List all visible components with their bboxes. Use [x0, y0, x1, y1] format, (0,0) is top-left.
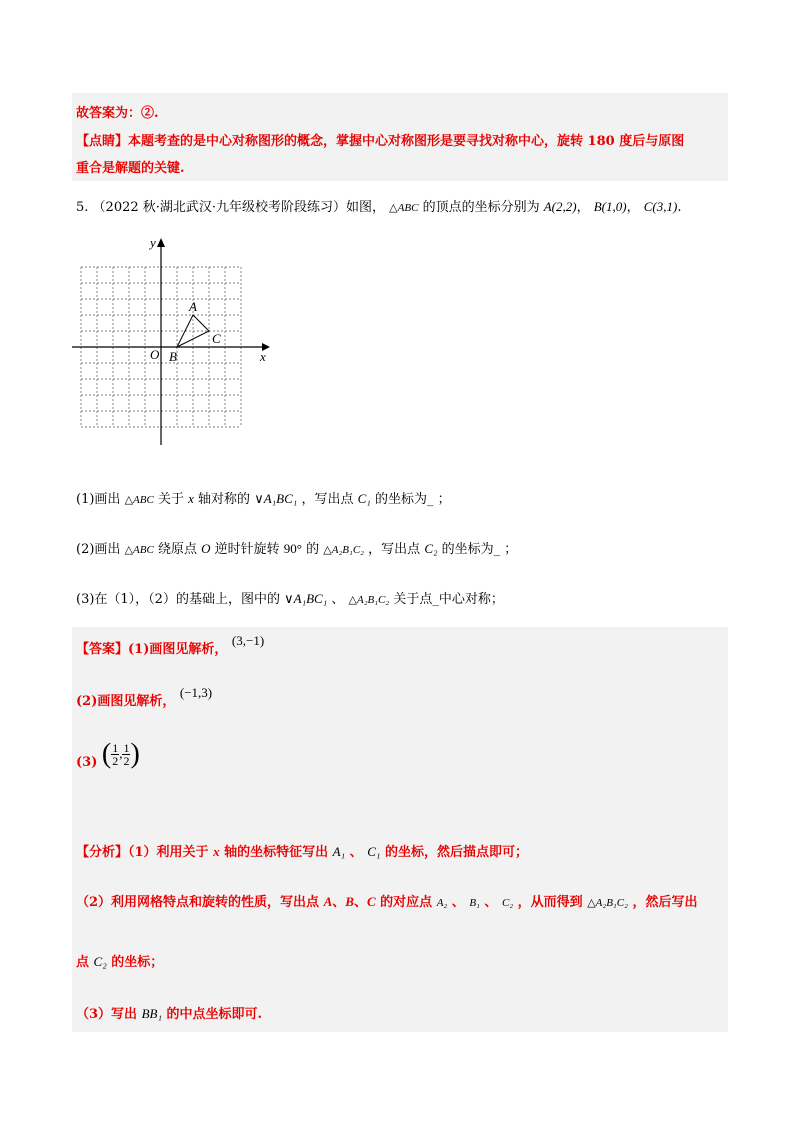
- solution-box-bottom: [72, 627, 728, 1032]
- point-text-1: 本题考查的是中心对称图形的概念，掌握中心对称图形是要寻找对称中心，旋转 180 度后与原图: [128, 134, 685, 149]
- fraction-den-1: 2: [112, 754, 119, 768]
- analysis-2-a2: A₂: [436, 897, 448, 909]
- analysis-2-b: 的对应点: [380, 895, 433, 910]
- analysis-2: [76, 893, 697, 912]
- part-1-c: 轴对称的: [198, 492, 251, 507]
- answer-line: 故答案为：②.: [76, 106, 159, 121]
- analysis-2-sep-4: 、: [484, 895, 498, 910]
- coordinate-figure: [70, 230, 280, 455]
- part-2-degree: 90°: [283, 541, 302, 556]
- question-source: （2022 秋·湖北武汉·九年级校考阶段练习）如图，: [92, 200, 386, 215]
- point-label: 【点睛】: [76, 134, 129, 149]
- comma-1: ，: [576, 200, 590, 215]
- part-2-b: 绕原点: [157, 542, 197, 557]
- answer-2-value: (−1,3): [179, 685, 213, 700]
- part-2-a: (2)画出: [76, 542, 121, 557]
- fraction-num-2: 1: [123, 741, 130, 755]
- part-1-x: x: [188, 491, 194, 506]
- part-2-e: ，写出点: [368, 542, 421, 557]
- analysis-2-point-a: A: [323, 894, 333, 909]
- part-2-origin: O: [201, 541, 211, 556]
- part-3: [76, 590, 504, 609]
- part-3-sep: 、: [331, 592, 345, 607]
- analysis-2-point-b: B: [345, 894, 354, 909]
- analysis-4-bb1: BB₁: [141, 1006, 162, 1021]
- analysis-4-b: 的中点坐标即可.: [166, 1007, 263, 1022]
- vertex-a-label: A: [189, 299, 197, 314]
- answer-2-text: (2)画图见解析，: [76, 694, 176, 709]
- analysis-1-a: （1）利用关于: [128, 845, 209, 860]
- analysis-3-b: 的坐标；: [111, 955, 164, 970]
- analysis-3: [76, 953, 163, 972]
- x-axis-label: x: [260, 349, 266, 364]
- analysis-1-c: 的坐标，然后描点即可；: [384, 845, 528, 860]
- vertex-b-label: B: [169, 349, 177, 364]
- part-3-triangle-a2b1c2: △A₂B₁C₂: [348, 594, 390, 606]
- analysis-2-b1: B₁: [469, 897, 480, 909]
- part-1-e: 的坐标为_ ；: [374, 492, 451, 507]
- point-text-line-1: [76, 133, 684, 151]
- analysis-1-b: 轴的坐标特征写出: [224, 845, 329, 860]
- part-3-a: (3)在（1），（2）的基础上，图中的: [76, 592, 280, 607]
- triangle-abc: △ABC: [389, 202, 419, 214]
- analysis-label: 【分析】: [76, 845, 129, 860]
- part-2: [76, 540, 517, 559]
- analysis-1-x: x: [213, 844, 220, 859]
- analysis-2-sep-2: 、: [353, 895, 367, 910]
- analysis-2-a: （2）利用网格特点和旋转的性质，写出点: [76, 895, 320, 910]
- analysis-4-a: （3）写出: [76, 1007, 138, 1022]
- analysis-1-sep: 、: [349, 845, 363, 860]
- analysis-3-a: 点: [76, 955, 90, 970]
- analysis-2-c: ，从而得到: [517, 895, 583, 910]
- analysis-1-a1: A₁: [332, 844, 346, 859]
- analysis-2-triangle: △A₂B₁C₂: [587, 897, 628, 909]
- answer-1-text: (1)画图见解析，: [128, 642, 228, 657]
- part-1-a: (1)画出: [76, 492, 121, 507]
- part-2-c: 逆时针旋转: [214, 542, 280, 557]
- fraction-num-1: 1: [112, 741, 119, 755]
- part-1: [76, 490, 451, 509]
- analysis-1-c1: C₁: [367, 844, 381, 859]
- comma-2: ，: [626, 200, 640, 215]
- part-2-d: 的: [306, 542, 320, 557]
- point-b-coord: B(1,0): [593, 199, 627, 214]
- question-end: .: [677, 200, 682, 215]
- analysis-3-c2: C₂: [93, 954, 107, 969]
- part-2-f: 的坐标为_ ；: [441, 542, 518, 557]
- part-1-d: ，写出点: [301, 492, 354, 507]
- part-1-b: 关于: [157, 492, 184, 507]
- vertex-c-label: C: [212, 331, 221, 346]
- question-mid: 的顶点的坐标分别为: [422, 200, 540, 215]
- analysis-2-sep-1: 、: [332, 895, 346, 910]
- point-text-line-2: 重合是解题的关键.: [76, 161, 185, 176]
- part-3-triangle-a1bc1: ∨A₁BC₁: [284, 591, 328, 606]
- point-c-coord: C(3,1): [643, 199, 678, 214]
- fraction-den-2: 2: [123, 754, 130, 768]
- answer-2: [76, 685, 213, 711]
- answer-1-value: (3,−1): [231, 633, 265, 648]
- analysis-2-d: ，然后写出: [632, 895, 698, 910]
- answer-3-value: ( $\frac{1}{2}$ , $\frac{1}{2}$ ): [101, 738, 140, 770]
- point-a-coord: A(2,2): [543, 199, 577, 214]
- answer-3-text: (3): [76, 755, 98, 770]
- part-2-point-c2: C₂: [424, 541, 438, 556]
- part-3-b: 关于点_中心对称；: [393, 592, 504, 607]
- analysis-2-c2: C₂: [501, 897, 514, 909]
- answer-3: [76, 738, 140, 771]
- part-1-point-c1: C₁: [357, 491, 371, 506]
- analysis-1: [76, 843, 528, 862]
- analysis-4: [76, 1005, 262, 1024]
- answer-label: 【答案】: [76, 642, 129, 657]
- question-line: [76, 198, 681, 217]
- question-number: 5.: [76, 200, 89, 215]
- analysis-2-sep-3: 、: [451, 895, 465, 910]
- part-2-triangle-a2b1c2: △A₂B₁C₂: [323, 544, 365, 556]
- answer-1: [76, 633, 265, 659]
- origin-label: O: [150, 347, 160, 362]
- part-1-triangle-a1bc1: ∨A₁BC₁: [254, 491, 298, 506]
- y-axis-label: y: [150, 235, 156, 250]
- y-axis-arrow: [157, 238, 165, 247]
- part-2-triangle: △ABC: [124, 544, 154, 556]
- analysis-2-point-c: C: [366, 894, 376, 909]
- part-1-triangle: △ABC: [124, 494, 154, 506]
